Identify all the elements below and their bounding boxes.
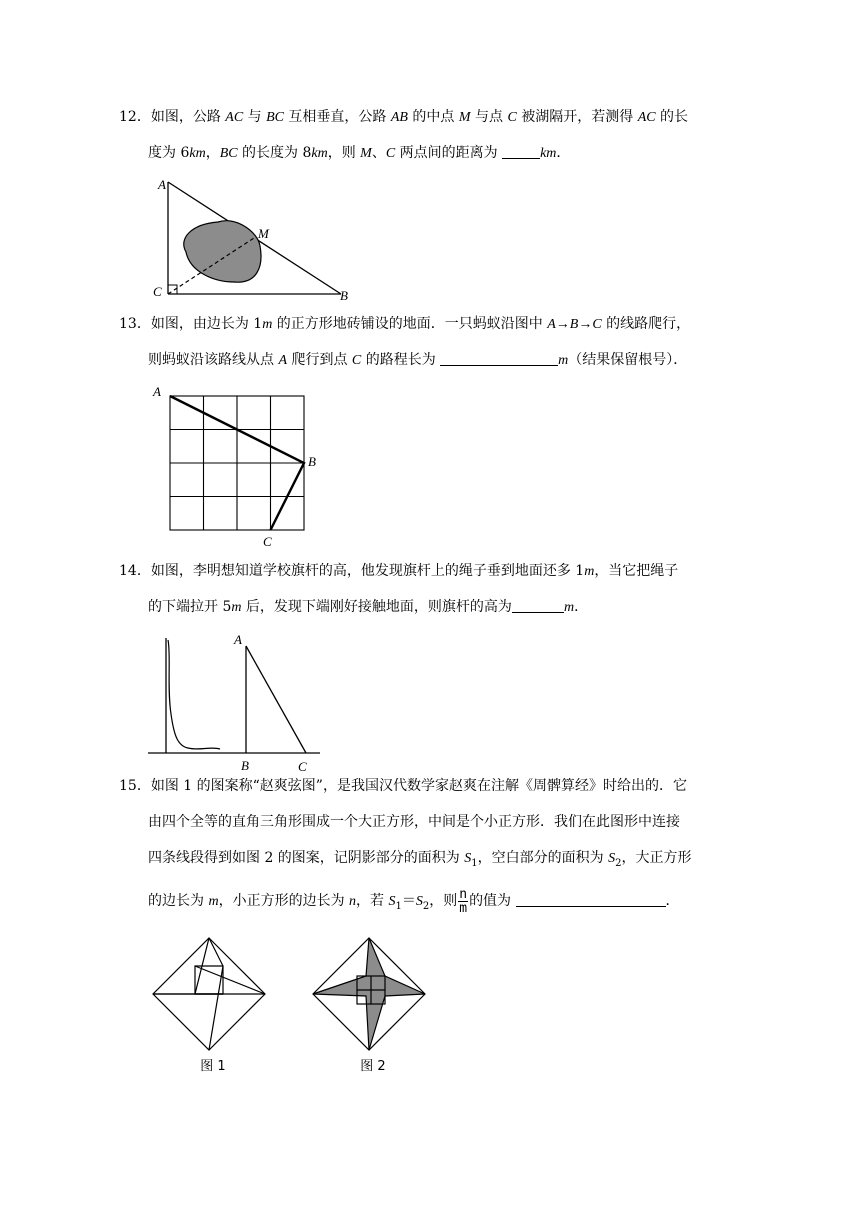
q15-figure-1 (145, 932, 275, 1077)
q15-line-3: 四条线段得到如图 2 的图案，记阴影部分的面积为 $S_1$，空白部分的面积为 $S_2$，大正方形 (148, 850, 692, 869)
q12-line-2: 度为 6km，BC 的长度为 8km，则 M、C 两点间的距离为 km． (148, 145, 571, 161)
answer-blank-13 (440, 351, 558, 366)
q15-line-2: 由四个全等的直角三角形围成一个大正方形，中间是个小正方形．我们在此图形中连接 (148, 814, 680, 830)
label-B: B (308, 454, 316, 469)
label-A: A (158, 177, 166, 192)
lake-shape (184, 221, 261, 282)
answer-blank-15 (516, 892, 666, 907)
q13-line-1: 13．如图，由边长为 1m 的正方形地砖铺设的地面．一只蚂蚁沿图中 A→B→C 的线路爬行， (119, 316, 691, 332)
q13-line-2: 则蚂蚁沿该路线从点 A 爬行到点 C 的路程长为 m（结果保留根号）． (148, 352, 688, 368)
fig1-caption: 图 1 (200, 1059, 226, 1074)
label-C: C (263, 534, 272, 549)
label-C: C (153, 284, 162, 299)
q14-figure (148, 628, 328, 774)
label-B: B (340, 288, 348, 303)
q13-figure (148, 382, 338, 552)
q15-line-4: 的边长为 m，小正方形的边长为 n，若 $S_1=S_2$，则 $\frac{n}{m}$ 的值为 ． (148, 887, 680, 916)
label-A: A (153, 384, 161, 399)
q15-figure-2 (305, 932, 445, 1077)
q14-line-2: 的下端拉开 5m 后，发现下端刚好接触地面，则旗杆的高为 m． (148, 599, 589, 615)
fig2-caption: 图 2 (360, 1059, 386, 1074)
label-A: A (234, 632, 242, 647)
label-B: B (241, 758, 249, 773)
label-M: M (258, 226, 269, 241)
shaded-region (313, 938, 425, 1050)
hanging-rope (168, 640, 220, 749)
label-C: C (298, 759, 307, 774)
q15-line-1: 15．如图 1 的图案称“赵爽弦图”，是我国汉代数学家赵爽在注解《周髀算经》时给出的．它 (119, 778, 687, 794)
q12-figure (148, 172, 368, 302)
answer-blank-12 (502, 144, 540, 159)
answer-blank-14 (512, 598, 564, 613)
q12-line-1: 12．如图，公路 AC 与 BC 互相垂直，公路 AB 的中点 M 与点 C 被湖隔开，若测得 AC 的长 (119, 109, 689, 125)
q14-line-1: 14．如图，李明想知道学校旗杆的高，他发现旗杆上的绳子垂到地面还多 1m，当它把绳子 (119, 563, 679, 579)
fraction-n-over-m: $\frac{n}{m}$ (459, 887, 468, 916)
